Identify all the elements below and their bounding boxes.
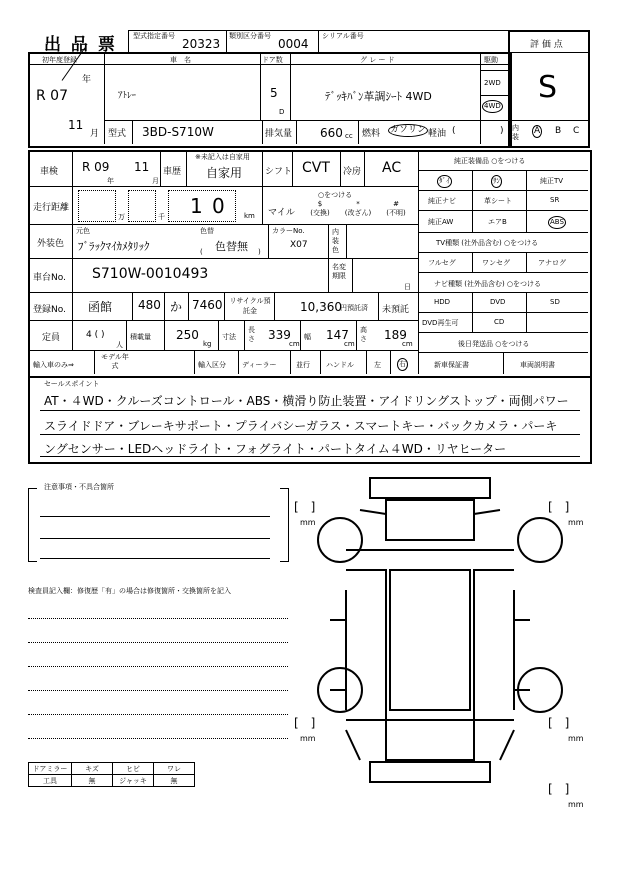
- first-reg-era: R 07: [36, 88, 68, 104]
- height-value: 189: [384, 328, 407, 342]
- reg-area: 函館: [88, 300, 113, 314]
- sales-line-1: AT・４WD・クルーズコントロール・ABS・横滑り防止装置・アイドリングストップ・両側パワー: [44, 394, 569, 408]
- evaluation-label: 評 価 点: [530, 40, 563, 50]
- category-value: 0004: [278, 37, 309, 51]
- inspector-label: 検査員記入欄：修復歴「有」の場合は修復箇所・交換箇所を記入: [28, 587, 231, 595]
- model-value: 3BD-S710W: [142, 125, 214, 139]
- handle-right-circled: 右: [397, 358, 408, 371]
- equip-abs-circled: ABS: [548, 216, 566, 229]
- doors-value: 5: [270, 86, 278, 100]
- color-original: ﾌﾞﾗｯｸﾏｲｶﾒﾀﾘｯｸ: [78, 240, 150, 253]
- category-label: 類別区分番号: [229, 32, 271, 40]
- doors-label: ドア数: [262, 56, 283, 64]
- displacement-value: 660: [320, 126, 343, 140]
- chassis-number: S710W-0010493: [92, 266, 209, 282]
- color-number: X07: [290, 240, 308, 250]
- mileage-digit-1: 1: [190, 194, 203, 218]
- length-value: 339: [268, 328, 291, 342]
- history-value: 自家用: [206, 166, 243, 180]
- grade-label: グ レ ー ド: [360, 56, 395, 64]
- sales-point-label: セールスポイント: [44, 380, 100, 388]
- first-reg-label: 初年度登録: [42, 56, 77, 64]
- document-title: 出 品 票: [44, 35, 117, 55]
- load-value: 250: [176, 328, 199, 342]
- caution-label: 注意事項・不具合箇所: [44, 483, 114, 491]
- equip-dai: ﾀﾞｲ: [437, 175, 452, 188]
- car-name-label: 車 名: [170, 56, 191, 64]
- interior-a-circled: A: [534, 126, 541, 136]
- equipment-title: 純正装備品 ○をつける: [454, 157, 526, 165]
- drive-4wd-circled: 4WD: [482, 100, 503, 113]
- car-damage-diagram: [290, 470, 590, 800]
- model-label: 型式: [108, 129, 127, 139]
- shift-value: CVT: [302, 160, 330, 176]
- sales-line-2: スライドドア・ブレーキサポート・プライバシーガラス・スマートキー・バックカメラ・パーキ: [44, 419, 558, 433]
- color-change: 色替無: [215, 240, 248, 253]
- mileage-digit-2: 0: [212, 194, 225, 218]
- capacity-value: 4 ( ): [86, 330, 105, 340]
- width-value: 147: [326, 328, 349, 342]
- model-spec-label: 型式指定番号: [133, 32, 175, 40]
- serial-label: シリアル番号: [322, 32, 364, 40]
- model-spec-value: 20323: [182, 37, 221, 51]
- car-name-value: ｱﾄﾚｰ: [118, 91, 137, 101]
- drive-label: 駆動: [484, 56, 498, 64]
- parts-table: ドアミラー キズ ヒビ ワレ 工具 無 ジャッキ 無: [28, 762, 195, 787]
- sales-line-3: ングセンサー・LEDヘッドライト・フォグライト・パートタイム４WD・リヤヒーター: [44, 442, 507, 456]
- first-reg-month: 11: [68, 118, 84, 132]
- evaluation-score: S: [538, 70, 558, 105]
- cooler-value: AC: [382, 160, 402, 176]
- fuel-gas-circled: ガソリン: [390, 125, 427, 135]
- grade-value: ﾃﾞｯｷﾊﾞﾝ革調ｼｰﾄ 4WD: [325, 90, 432, 103]
- recycle-amount: 10,360: [300, 300, 342, 314]
- equip-san: ｻﾝ: [491, 175, 502, 188]
- shaken-value: R 09: [82, 160, 110, 174]
